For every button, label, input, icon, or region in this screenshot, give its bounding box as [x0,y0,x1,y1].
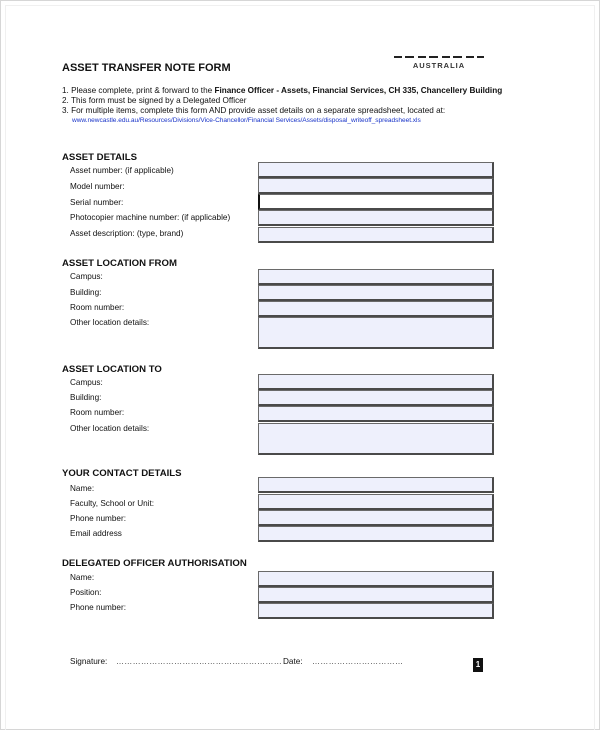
section-heading-location-to: ASSET LOCATION TO [62,364,162,375]
delegated-position-field[interactable] [258,587,494,603]
label-asset-number: Asset number: (if applicable) [70,166,174,175]
contact-faculty-field[interactable] [258,494,494,510]
instruction-1-bold: Finance Officer - Assets, Financial Services, CH 335, Chancellery Building [214,86,503,95]
instruction-1-text: 1. Please complete, print & forward to the [62,86,215,95]
asset-number-field[interactable] [258,162,494,178]
label-from-room: Room number: [70,303,125,312]
spreadsheet-link[interactable]: www.newcastle.edu.au/Resources/Divisions/Vice-Chancellor/Financial Services/Assets/disposal_writeoff_spreadsheet.xls [72,117,421,124]
label-contact-phone: Phone number: [70,514,126,523]
university-logo-icon [394,56,484,58]
label-to-building: Building: [70,393,102,402]
contact-email-field[interactable] [258,526,494,542]
to-room-field[interactable] [258,406,494,422]
label-contact-faculty: Faculty, School or Unit: [70,499,155,508]
label-serial-number: Serial number: [70,198,124,207]
label-asset-description: Asset description: (type, brand) [70,229,184,238]
page-number-badge: 1 [473,658,483,672]
instruction-2: 2. This form must be signed by a Delegated Officer [62,96,247,105]
form-title: ASSET TRANSFER NOTE FORM [62,62,231,74]
label-photocopier-number: Photocopier machine number: (if applicable) [70,213,231,222]
serial-number-field[interactable] [258,194,494,210]
date-label: Date: [283,657,303,666]
contact-name-field[interactable] [258,477,494,493]
from-campus-field[interactable] [258,269,494,285]
label-to-campus: Campus: [70,378,103,387]
to-campus-field[interactable] [258,374,494,390]
section-heading-asset-details: ASSET DETAILS [62,152,137,163]
label-delegated-name: Name: [70,573,95,582]
signature-label: Signature: [70,657,108,666]
instruction-3: 3. For multiple items, complete this form AND provide asset details on a separate spreadsheet, located at: [62,106,446,115]
asset-description-field[interactable] [258,227,494,243]
to-building-field[interactable] [258,390,494,406]
from-building-field[interactable] [258,285,494,301]
from-other-details-field[interactable] [258,317,494,349]
label-from-campus: Campus: [70,272,103,281]
label-delegated-position: Position: [70,588,102,597]
contact-phone-field[interactable] [258,510,494,526]
logo-subtext: AUSTRALIA [412,61,466,70]
delegated-phone-field[interactable] [258,603,494,619]
delegated-name-field[interactable] [258,571,494,587]
photocopier-number-field[interactable] [258,210,494,226]
section-heading-delegated: DELEGATED OFFICER AUTHORISATION [62,558,247,569]
label-to-room: Room number: [70,408,125,417]
label-model-number: Model number: [70,182,125,191]
label-from-building: Building: [70,288,102,297]
signature-line[interactable]: …………………………………………………… [116,657,282,666]
label-from-other: Other location details: [70,318,150,327]
label-delegated-phone: Phone number: [70,603,126,612]
section-heading-location-from: ASSET LOCATION FROM [62,258,177,269]
from-room-field[interactable] [258,301,494,317]
section-heading-contact: YOUR CONTACT DETAILS [62,468,182,479]
to-other-details-field[interactable] [258,423,494,455]
label-contact-email: Email address [70,529,122,538]
label-contact-name: Name: [70,484,95,493]
instruction-1 [62,86,502,95]
label-to-other: Other location details: [70,424,150,433]
date-line[interactable]: …………………………… [312,657,404,666]
model-number-field[interactable] [258,178,494,194]
